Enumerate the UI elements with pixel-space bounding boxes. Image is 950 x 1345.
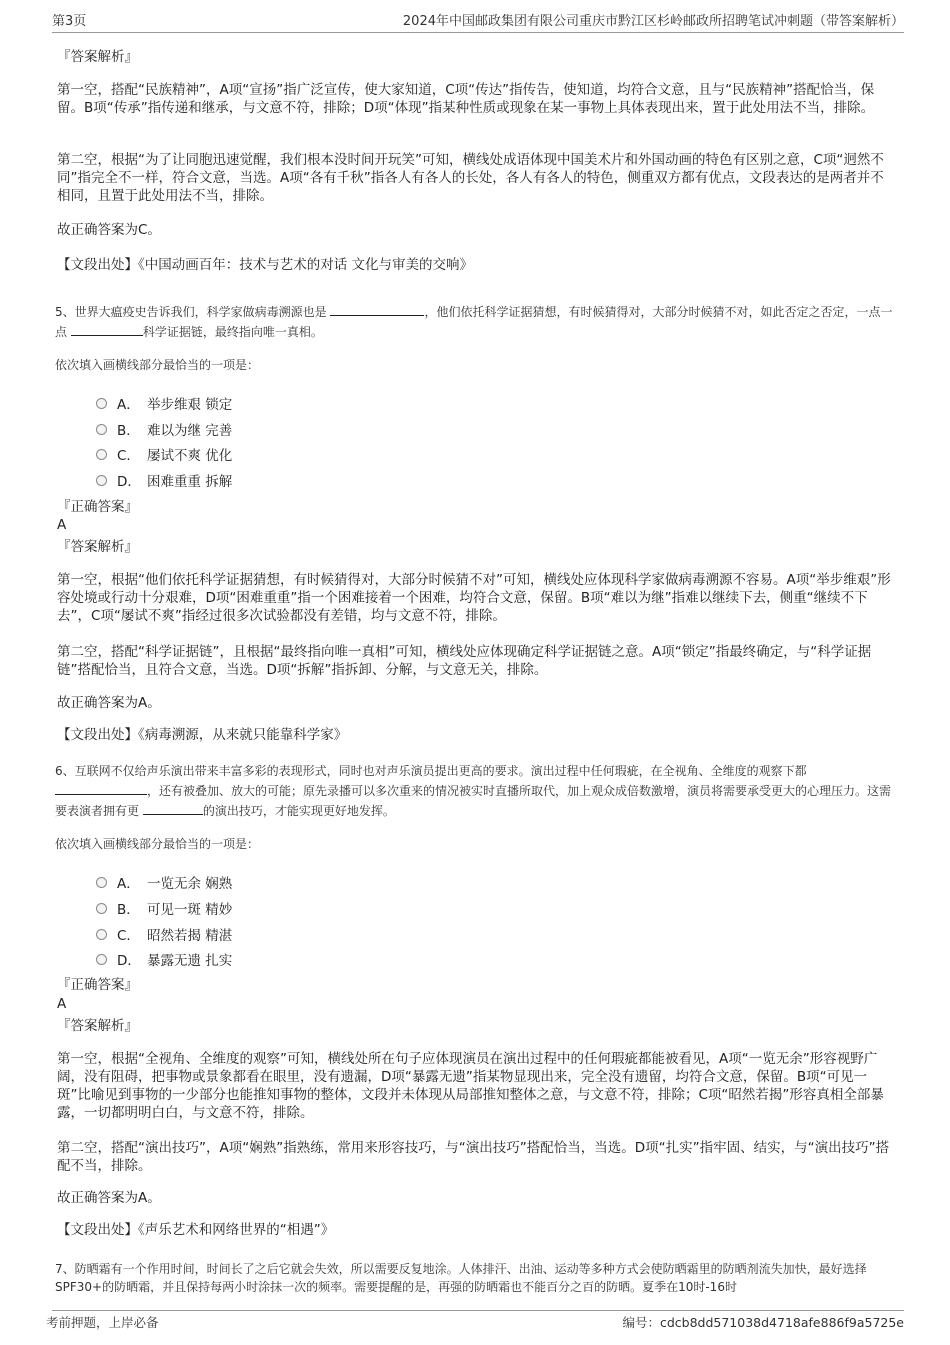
footer-divider [52,1310,904,1311]
radio-icon[interactable] [96,424,107,435]
option-letter: A． [117,397,140,413]
option-text: 一览无余 娴熟 [147,876,233,892]
source: 【文段出处】《声乐艺术和网络世界的“相遇”》 [57,1222,335,1238]
blank [55,782,147,795]
option-letter: A． [117,876,140,892]
blank [330,303,424,316]
question-prompt: 依次填入画横线部分最恰当的一项是： [55,837,260,851]
analysis-label: 『答案解析』 [57,1018,138,1034]
radio-icon[interactable] [96,475,107,486]
question-prompt: 依次填入画横线部分最恰当的一项是： [55,358,260,372]
option-letter: D． [117,953,141,969]
blank [71,323,143,336]
correct-answer: A [57,517,67,533]
question-stem: 7、防晒霜有一个作用时间，时间长了之后它就会失效，所以需要反复地涂。人体排汗、出油、运动等多种方式会使防晒霜里的防晒剂流失加快，最好选择SPF30+的防晒霜，并且保持每两小时涂抹一次的频率。需要提醒的是，再强的防晒霜也不能百分之百的防晒。夏季在10时-16时 [55,1262,867,1294]
radio-icon[interactable] [96,954,107,965]
document-title: 2024年中国邮政集团有限公司重庆市黔江区杉岭邮政所招聘笔试冲刺题（带答案解析） [402,14,904,29]
option-d[interactable] [96,470,232,490]
option-a[interactable] [96,393,232,413]
question-stem [55,302,895,342]
option-letter: C． [117,448,140,464]
radio-icon[interactable] [96,929,107,940]
option-b[interactable] [96,419,232,439]
stem-text: 5、世界大瘟疫史告诉我们，科学家做病毒溯源也是 [55,305,327,319]
option-letter: C． [117,928,140,944]
option-a[interactable] [96,872,232,892]
question-stem [55,761,895,821]
option-text: 可见一斑 精妙 [147,902,233,918]
header-divider [52,32,904,33]
stem-text: 科学证据链，最终指向唯一真相。 [142,325,323,339]
option-letter: B． [117,423,140,439]
analysis-paragraph: 第二空，搭配“科学证据链”，且根据“最终指向唯一真相”可知，横线处应体现确定科学证据链之意。A项“锁定”指最终确定，与“科学证据链”搭配恰当，且符合文意，当选。D项“拆解”指拆卸、分解，与文意无关，排除。 [57,644,872,678]
option-text: 举步维艰 锁定 [147,397,233,413]
analysis-label: 『答案解析』 [57,49,138,65]
analysis-paragraph: 第二空，根据“为了让同胞迅速觉醒，我们根本没时间开玩笑”可知，横线处成语体现中国美术片和外国动画的特色有区别之意，C项“迥然不同”指完全不一样，符合文意，当选。A项“各有千秋”指各人有各人的长处，各人有各人的特色，侧重双方都有优点，文段表达的是两者并不相同，且置于此处用法不当，排除。 [57,152,884,204]
correct-answer-label: 『正确答案』 [57,499,138,515]
correct-answer-label: 『正确答案』 [57,977,138,993]
option-c[interactable] [96,444,232,464]
source: 【文段出处】《中国动画百年：技术与艺术的对话 文化与审美的交响》 [57,257,474,273]
option-letter: B． [117,902,140,918]
stem-text: 的演出技巧，才能实现更好地发挥。 [202,804,395,818]
option-c[interactable] [96,924,232,944]
analysis-paragraph: 第一空，搭配“民族精神”，A项“宣扬”指广泛宣传，使大家知道，C项“传达”指传告，使知道，均符合文意，且与“民族精神”搭配恰当，保留。B项“传承”指传递和继承，与文意不符，排除；D项“体现”指某种性质或现象在某一事物上具体表现出来，置于此处用法不当，排除。 [57,82,875,116]
option-text: 困难重重 拆解 [147,474,233,490]
stem-text: ，还有被叠加、放大的可能；原先录播可以多次重来的情况被实时直播所取代，加上观众成倍数激增，演员将需要承受更大的心理压力。这需要表演者拥有更 [55,784,892,818]
radio-icon[interactable] [96,903,107,914]
analysis-paragraph: 第一空，根据“他们依托科学证据猜想，有时候猜得对，大部分时候猜不对”可知，横线处应体现科学家做病毒溯源不容易。A项“举步维艰”形容处境或行动十分艰难，D项“困难重重”指一个困难接着一个困难，均符合文意，保留。B项“难以为继”指难以继续下去，侧重“继续不下去”，C项“屡试不爽”指经过很多次试验都没有差错，均与文意不符，排除。 [57,572,891,624]
stem-text: 6、互联网不仅给声乐演出带来丰富多彩的表现形式，同时也对声乐演员提出更高的要求。演出过程中任何瑕疵，在全视角、全维度的观察下都 [55,764,807,778]
option-text: 暴露无遗 扎实 [147,953,233,969]
option-d[interactable] [96,949,232,969]
analysis-paragraph: 第一空，根据“全视角、全维度的观察”可知，横线处所在句子应体现演员在演出过程中的任何瑕疵都能被看见，A项“一览无余”形容视野广阔，没有阻碍，把事物或景象都看在眼里，没有遗漏，D项“暴露无遗”指某物显现出来，完全没有遗留，均符合文意，保留。B项“可见一斑”比喻见到事物的一少部分也能推知事物的整体，文段并未体现从局部推知整体之意，与文意不符，排除；C项“昭然若揭”形容真相全部暴露，一切都明明白白，与文意不符，排除。 [57,1051,884,1121]
correct-answer: A [57,996,67,1012]
option-text: 屡试不爽 优化 [147,448,233,464]
conclusion: 故正确答案为A。 [57,1190,161,1206]
radio-icon[interactable] [96,877,107,888]
analysis-label: 『答案解析』 [57,539,138,555]
option-letter: D． [117,474,141,490]
stem-text: ，他们依托科学证据猜想，有时候猜得对，大部分时候猜不对，如此否定之否定，一点一点 [55,305,893,339]
footer-slogan: 考前押题，上岸必备 [46,1315,159,1330]
option-text: 难以为继 完善 [147,423,233,439]
blank [143,802,203,815]
option-text: 昭然若揭 精湛 [147,928,233,944]
conclusion: 故正确答案为A。 [57,695,161,711]
page-number: 第3页 [52,14,87,29]
radio-icon[interactable] [96,449,107,460]
source: 【文段出处】《病毒溯源，从来就只能靠科学家》 [57,727,348,743]
radio-icon[interactable] [96,398,107,409]
analysis-paragraph: 第二空，搭配“演出技巧”，A项“娴熟”指熟练，常用来形容技巧，与“演出技巧”搭配恰当，当选。D项“扎实”指牢固、结实，与“演出技巧”搭配不当，排除。 [57,1140,890,1174]
document-id: 编号：cdcb8dd571038d4718afe886f9a5725e [622,1315,904,1330]
option-b[interactable] [96,898,232,918]
conclusion: 故正确答案为C。 [57,222,161,238]
